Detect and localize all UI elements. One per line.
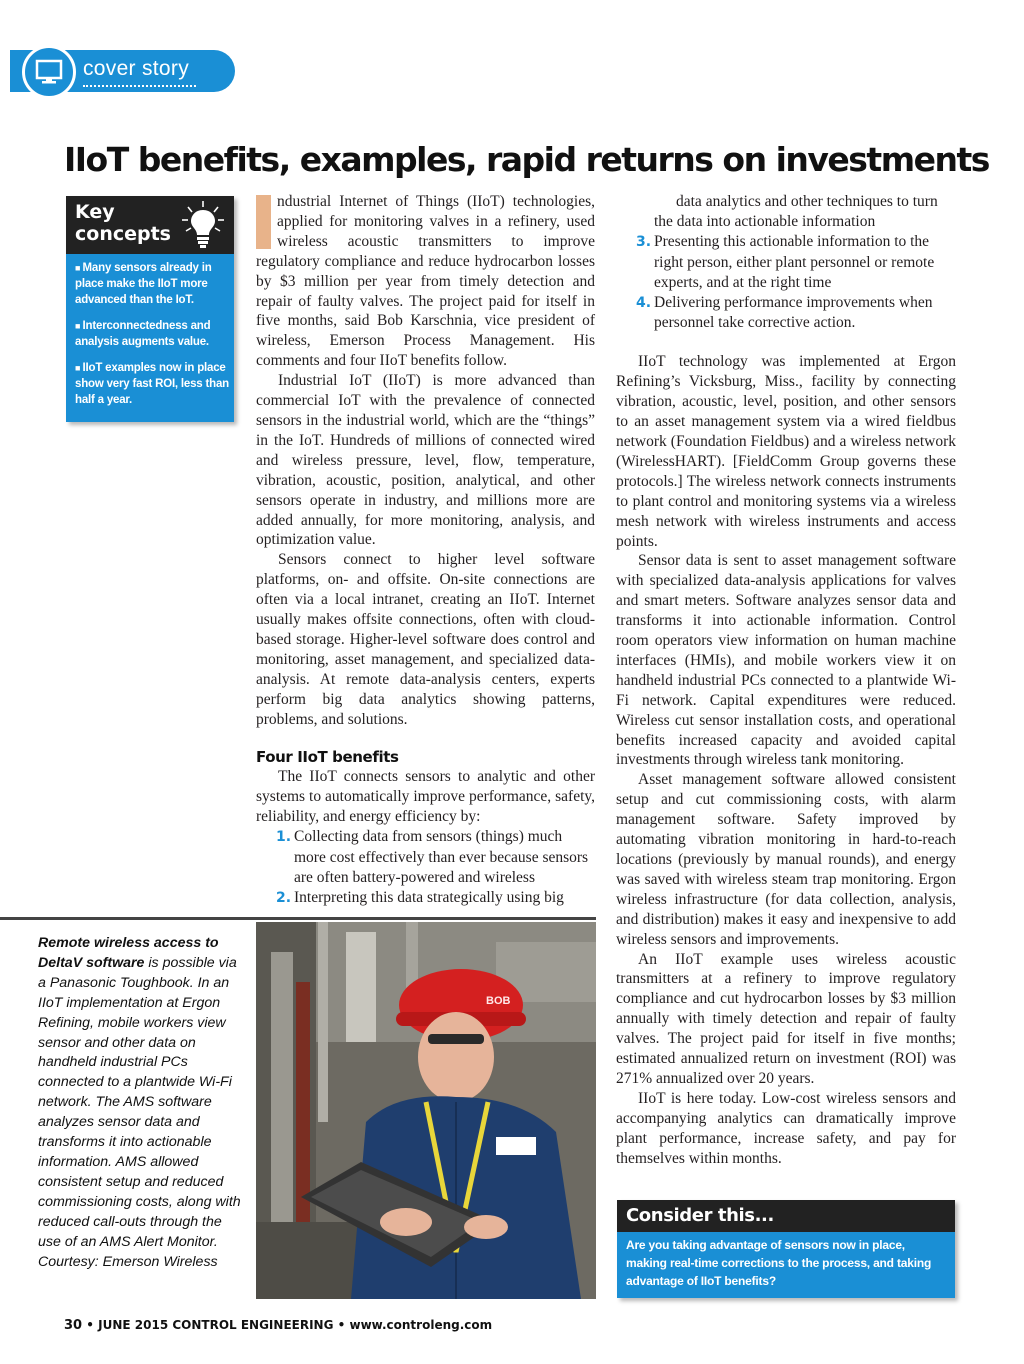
- monitor-icon: [35, 58, 63, 86]
- body-paragraph: Asset management software allowed consistent setup and cut commissioning costs, with alarm management software. Safety improved by automating vibration monitoring in hard-to-reach locations (previously by manual rounds), and energy was saved with wireless steam trap monitoring. Ergon wireless infrastructure (for data collection, analysis, and distribution) makes it easy and inexpensive to add wireless sensors and improvements.: [616, 771, 956, 948]
- section-icon-badge: [22, 45, 76, 99]
- page-number: 30: [64, 1318, 83, 1333]
- consider-this-text: Are you taking advantage of sensors now in place, making real-time corrections to the process, and taking advantage of IIoT benefits?: [626, 1238, 932, 1288]
- benefit-item-continued: data analytics and other techniques to turn the data into actionable information: [654, 193, 938, 230]
- body-paragraph: Industrial IoT (IIoT) is more advanced than commercial IoT with the prevalence of connected sensors in the industrial world, which are the “things” in the IoT. Hundreds of millions of connected wired and wireless pressure, level, flow, temperature, vibration, acoustic, position, analytical, and other sensors operate in industry, and millions more are added annually, for more monitoring, analysis, and optimization value.: [256, 372, 595, 549]
- key-concept-item: ■ Many sensors already in place make the IIoT more advanced than the IoT.: [75, 260, 230, 308]
- photo-worker-with-tablet: [256, 922, 596, 1299]
- key-concept-item: ■ Interconnectedness and analysis augments value.: [75, 318, 230, 350]
- article-column-1: [256, 192, 595, 909]
- headline: IIoT benefits, examples, rapid returns on investments: [64, 140, 989, 179]
- consider-this-header: [617, 1200, 955, 1232]
- benefits-list: [256, 827, 595, 909]
- footer-separator: •: [86, 1318, 94, 1332]
- benefits-list-continued: [616, 232, 956, 334]
- lightbulb-icon: [178, 199, 228, 251]
- benefit-item: 3. Presenting this actionable information to the right person, either plant personnel or remote experts, and at the right time: [636, 232, 935, 291]
- body-paragraph: The IIoT connects sensors to analytic and other systems to automatically improve performance, safety, reliability, and energy efficiency by:: [256, 768, 595, 826]
- key-concepts-title: Key concepts: [75, 201, 171, 245]
- intro-paragraph: ndustrial Internet of Things (IIoT) technologies, applied for monitoring valves in a refinery, used wireless acoustic transmitters to improve regulatory compliance and reduce hydrocarbon losses by $3 million per year from timely detection and repair of faulty valves. The project paid for itself in five months, said Bob Karschnia, vice president of wireless, Emerson Process Management. His comments and four IIoT benefits follow.: [256, 193, 595, 370]
- key-concepts-header: [66, 196, 234, 254]
- key-concepts-box: [66, 196, 234, 422]
- body-paragraph: IIoT technology was implemented at Ergon Refining’s Vicksburg, Miss., facility by connecting vibration, acoustic, level, position, and other sensors to an asset management system via a wired fieldbus network (Foundation Fieldbus) and a wireless network (WirelessHART). [FieldComm Group governs these protocols.] The wireless network connects instruments to plant control and monitoring systems via a wireless mesh network with wireless instruments and access points.: [616, 353, 956, 550]
- subhead-four-benefits: Four IIoT benefits: [256, 748, 399, 767]
- website-url: www.controleng.com: [349, 1318, 493, 1332]
- body-paragraph: Sensors connect to higher level software platforms, on- and offsite. On-site connections are often via a local intranet, creating an IIoT. Internet usually makes offsite connections, often with cloud-based storage. Higher-level software does control and monitoring, asset management, and specialized data-analysis. At remote data-analysis centers, experts perform big data analytics showing patterns, problems, and solutions.: [256, 551, 595, 728]
- drop-cap: [256, 195, 271, 249]
- section-underline: [83, 85, 196, 87]
- photo-caption: Remote wireless access to DeltaV software is possible via a Panasonic Toughbook. In an IIoT implementation at Ergon Refining, mobile workers view sensor and other data on handheld industrial PCs connected to a plantwide Wi-Fi network. The AMS software analyzes sensor data and transforms it into actionable information. AMS allowed consistent setup and reduced commissioning costs, along with reduced call-outs through the use of an AMS Alert Monitor. Courtesy: Emerson Wireless: [38, 935, 241, 1270]
- article-column-2: [616, 192, 956, 1169]
- benefit-item: 4. Delivering performance improvements when personnel take corrective action.: [636, 293, 933, 332]
- key-concept-item: ■ IIoT examples now in place show very fast ROI, less than half a year.: [75, 360, 230, 408]
- body-paragraph: Sensor data is sent to asset management software with specialized data-analysis applications for valves and smart meters. Software analyzes sensor data and transforms it into actionable information. Control room operators view information on human machine interfaces (HMIs), and mobile workers view it on handheld industrial PCs connected to a plantwide Wi-Fi network. Capital expenditures were reduced. Wireless cut sensor installation costs, and operational benefits increased capacity and avoided capital investments through wireless tank monitoring.: [616, 552, 956, 769]
- benefit-item: 1. Collecting data from sensors (things) much more cost effectively than ever because sensors are often battery-powered and wireless: [276, 828, 589, 886]
- issue-label: JUNE 2015 CONTROL ENGINEERING: [98, 1318, 334, 1332]
- helmet-label: BOB: [486, 995, 511, 1007]
- consider-this-title: Consider this...: [626, 1205, 774, 1226]
- key-concepts-list: [75, 260, 230, 418]
- body-paragraph: IIoT is here today. Low-cost wireless sensors and accompanying analytics can dramatically improve plant performance, increase safety, and pay for themselves within months.: [616, 1089, 956, 1167]
- caption-rule: [0, 917, 596, 920]
- consider-this-box: [617, 1200, 955, 1298]
- benefit-item: 2. Interpreting this data strategically using big: [276, 888, 564, 906]
- body-paragraph: An IIoT example uses wireless acoustic transmitters at a refinery to improve regulatory compliance and cut hydrocarbon losses by $3 million annually with timely detection and repair of faulty valves. The project paid for itself in five months; estimated annualized return on investment (ROI) was 271% annualized over 20 years.: [616, 950, 956, 1087]
- footer-separator: •: [337, 1318, 346, 1332]
- page-footer: [64, 1318, 492, 1333]
- section-label: cover story: [83, 57, 189, 80]
